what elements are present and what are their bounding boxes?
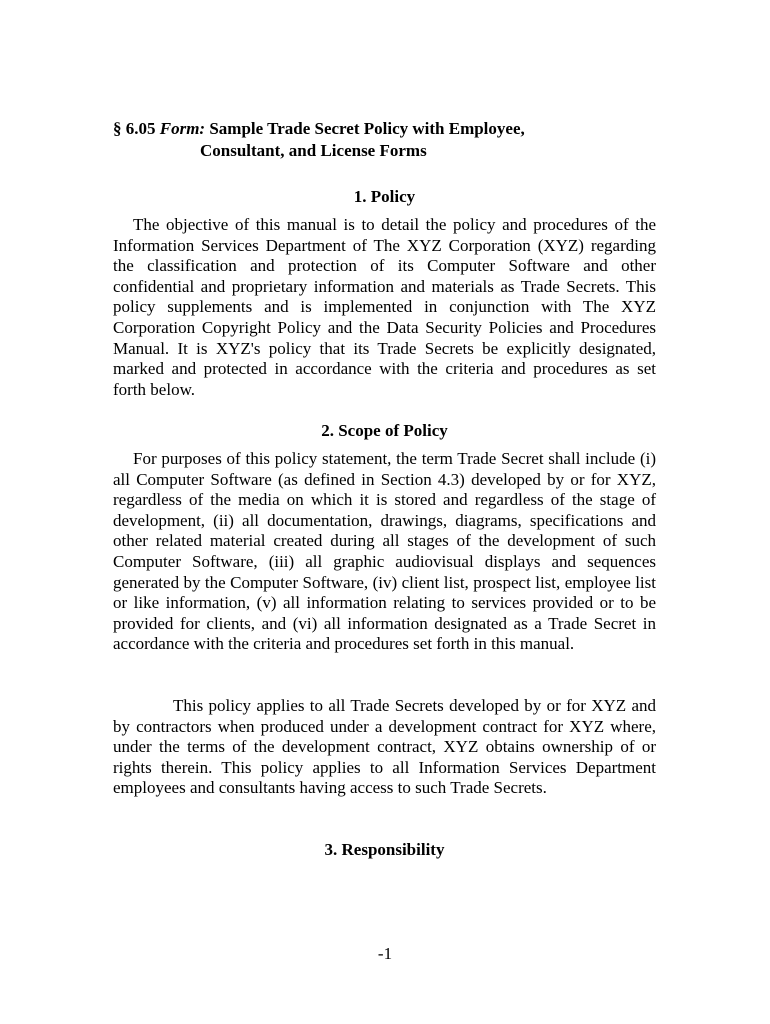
- document-title: [113, 118, 673, 162]
- title-line-2: Consultant, and License Forms: [200, 141, 427, 160]
- scope-paragraph-1: For purposes of this policy statement, the term Trade Secret shall include (i) all Computer Software (as defined in Section 4.3) developed by or for XYZ, regardless of the media on which it is stored and regardless of the stage of development, (ii) all documentation, drawings, diagrams, specifications and other related material created during all stages of the development of such Computer Software, (iii) all graphic audiovisual displays and sequences generated by the Computer Software, (iv) client list, prospect list, employee list or like information, (v) all information relating to services provided or to be provided for clients, and (vi) all information designated as a Trade Secret in accordance with the criteria and procedures set forth in this manual.: [113, 449, 656, 654]
- section-heading-responsibility: 3. Responsibility: [324, 840, 445, 859]
- section-heading-policy: 1. Policy: [353, 187, 416, 206]
- section-heading-scope: 2. Scope of Policy: [321, 421, 448, 440]
- section-number: § 6.05: [113, 119, 156, 138]
- form-label: Form:: [159, 119, 206, 138]
- page-number: -1: [377, 944, 393, 963]
- policy-paragraph: The objective of this manual is to detail the policy and procedures of the Information Services Department of The XYZ Corporation (XYZ) regarding the classification and protection of its Computer Software and other confidential and proprietary information and materials as Trade Secrets. This policy supplements and is implemented in conjunction with The XYZ Corporation Copyright Policy and the Data Security Policies and Procedures Manual. It is XYZ's policy that its Trade Secrets be explicitly designated, marked and protected in accordance with the criteria and procedures as set forth below.: [113, 215, 656, 399]
- scope-paragraph-2: This policy applies to all Trade Secrets developed by or for XYZ and by contractors when produced under a development contract for XYZ where, under the terms of the development contract, XYZ obtains ownership of or rights therein. This policy applies to all Information Services Department employees and consultants having access to such Trade Secrets.: [113, 696, 656, 798]
- title-line-1: Sample Trade Secret Policy with Employee,: [209, 119, 525, 138]
